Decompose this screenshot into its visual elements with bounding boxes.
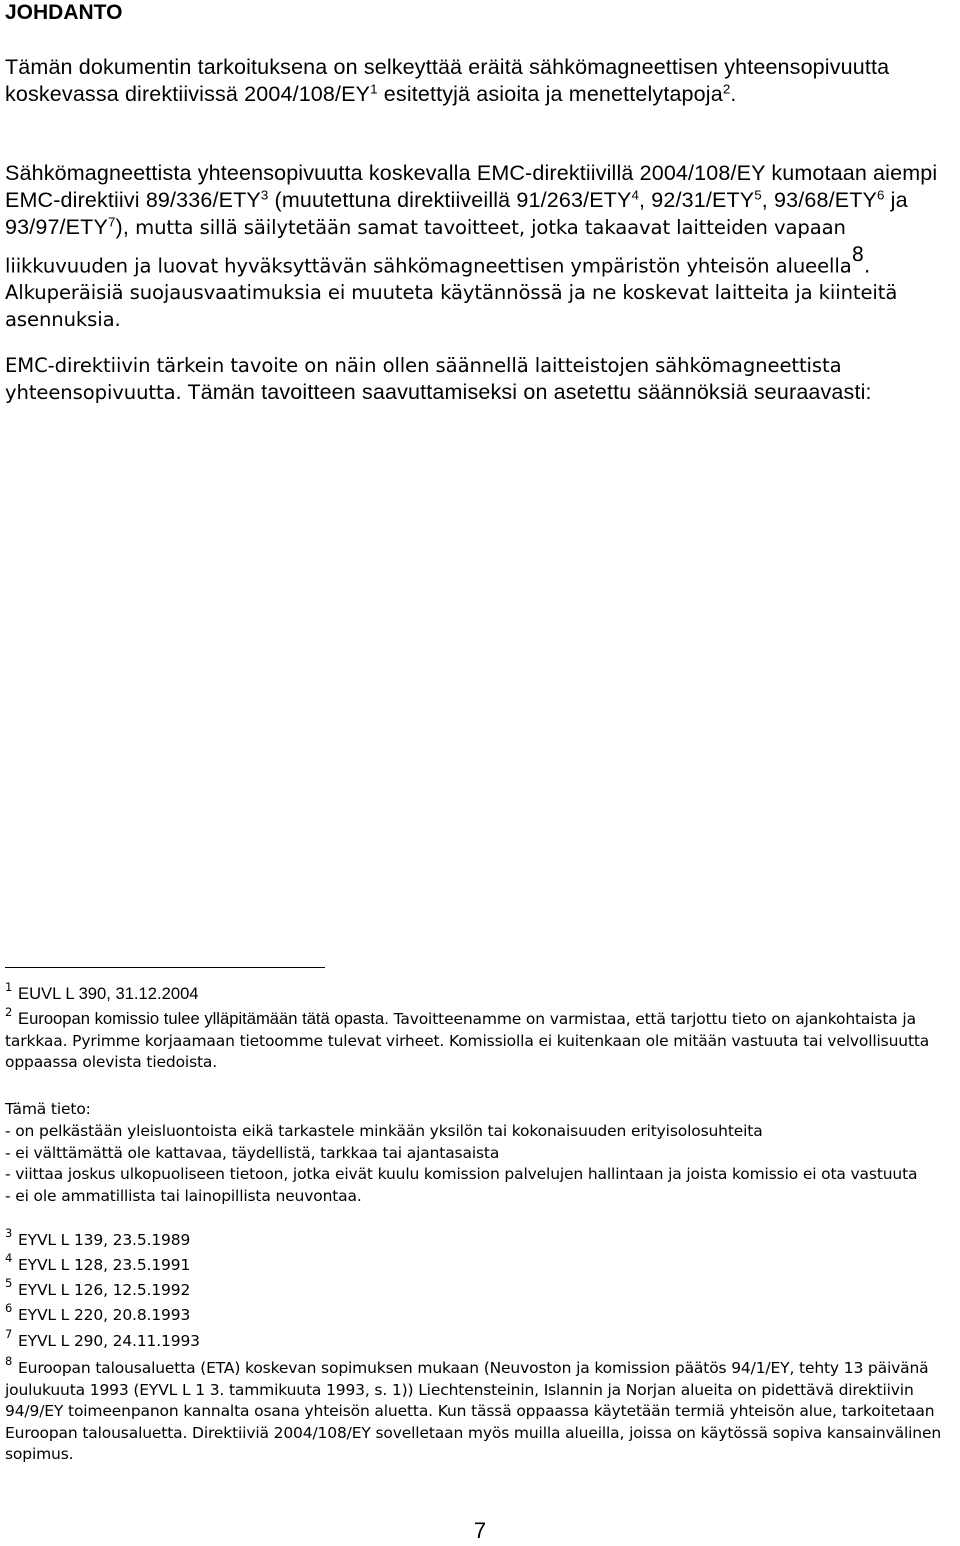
footnote-ref-6: 6 (876, 187, 885, 203)
page-number: 7 (473, 1518, 487, 1543)
footnote-6-text: EYVL L 220, 20.8.1993 (18, 1306, 191, 1324)
footnote-4-text: EYVL L 128, 23.5.1991 (18, 1256, 191, 1274)
intro-text-c: . (730, 82, 737, 106)
footnote-2-text-a: Euroopan komissio tulee ylläpitämään tätä opasta. (18, 1009, 389, 1028)
disclaimer-list (5, 1121, 955, 1207)
footnote-2-text-b: Tavoitteenamme on varmistaa, että tarjottu tieto on ajankohtaista ja tarkkaa. (5, 1010, 916, 1050)
intro-text-a: Tämän dokumentin tarkoituksena on selkeyttää eräitä sähkömagneettisen yhteensopivuutta koskevassa direktiivissä 2004/108/EY (5, 55, 890, 106)
footnote-4: 4 EYVL L 128, 23.5.1991 (5, 1250, 191, 1274)
footnote-7-text: EYVL L 290, 24.11.1993 (18, 1332, 200, 1350)
footnote-5: 5 EYVL L 126, 12.5.1992 (5, 1275, 191, 1299)
section-heading: JOHDANTO (5, 1, 123, 24)
intro-text-b: esitettyjä asioita ja menettelytapoja (377, 82, 723, 106)
emc-text-g: mutta sillä säilytetään samat tavoitteet, jotka takaavat laitteiden vapaan liikkuvuuden ja luovat hyväksyttävän sähkömagneettisen ympäristön yhteisön alueella (5, 216, 852, 278)
emc-text-h: . (864, 254, 871, 278)
footnote-2: 2 Euroopan komissio tulee ylläpitämään tätä opasta. Tavoitteenamme on varmistaa, että tarjottu tieto on ajankohtaista ja tarkkaa. Pyrimme korjaamaan tietoomme tulevat virheet. Komissiolla ei kuitenkaan ole mitään vastuuta tai velvollisuutta oppaassa olevista tiedoista. (5, 1004, 930, 1071)
emc-text-i: Alkuperäisiä suojausvaatimuksia ei muuteta käytännössä ja ne koskevat laitteita ja kiinteitä asennuksia. (5, 281, 898, 332)
footnote-ref-8: 8 (851, 243, 865, 266)
footnote-8: 8 Euroopan talousaluetta (ETA) koskevan sopimuksen mukaan (Neuvoston ja komission päätös 94/1/EY, tehty 13 päivänä joulukuuta 1993 (EYVL L 1 3. tammikuuta 1993, s. 1)) Liechtensteinin, Islannin ja Norjan alueita on pidettävä direktiivin 94/9/EY toimeenpanon kannalta osana yhteisön aluetta. Kun tässä oppaassa käytetään termiä yhteisön alue, tarkoitetaan Euroopan talousaluetta. Direktiiviä 2004/108/EY sovelletaan myös muilla alueilla, joissa on käytössä sopiva kansainvälinen sopimus. (5, 1353, 942, 1463)
disclaimer-item: - ei ole ammatillista tai lainopillista neuvontaa. (5, 1186, 362, 1205)
emc-text-e: ja 93/97/ETY (5, 188, 908, 239)
footnote-ref-5: 5 (754, 187, 762, 203)
footnote-ref-2: 2 (722, 81, 731, 97)
disclaimer-item: - viittaa joskus ulkopuoliseen tietoon, jotka eivät kuulu komission palvelujen hallintaan ja joista komissio ei ota vastuuta (5, 1165, 918, 1183)
intro-paragraph (5, 54, 955, 108)
footnote-ref-4: 4 (631, 187, 640, 203)
footnote-ref-7: 7 (107, 214, 116, 230)
footnote-1: 1 EUVL L 390, 31.12.2004 (5, 979, 199, 1003)
footnote-3-text: EYVL L 139, 23.5.1989 (18, 1231, 191, 1249)
emc-text-c: , 92/31/ETY (639, 188, 755, 212)
objective-paragraph (5, 352, 955, 406)
footnote-2-text-d: Komissiolla ei kuitenkaan ole mitään vastuuta tai velvollisuutta oppaassa olevista tiedoista. (5, 1031, 930, 1071)
footnote-ref-1: 1 (370, 81, 378, 97)
emc-text-a: Sähkömagneettista yhteensopivuutta koskevalla EMC-direktiivillä 2004/108/EY kumotaan aiempi EMC-direktiivi 89/336/ETY (5, 161, 938, 212)
emc-text-f: ), (115, 215, 129, 239)
footnote-ref-3: 3 (260, 187, 269, 203)
objective-text-a: EMC-direktiivin tärkein tavoite on näin ollen säännellä laitteistojen sähkömagneettista yhteensopivuutta. (5, 354, 842, 404)
emc-paragraph (5, 160, 955, 333)
footnote-1-text: EUVL L 390, 31.12.2004 (18, 984, 199, 1003)
objective-text-b: Tämän tavoitteen saavuttamiseksi on asetettu säännöksiä seuraavasti: (181, 380, 872, 404)
disclaimer-item: - ei välttämättä ole kattavaa, täydellistä, tarkkaa tai ajantasaista (5, 1143, 500, 1162)
footnote-separator (5, 967, 325, 968)
emc-text-b: (muutettuna direktiiveillä 91/263/ETY (268, 188, 632, 212)
footnote-2-text-c: Pyrimme korjaamaan tietoomme tulevat virheet. (67, 1031, 445, 1050)
footnote-5-text: EYVL L 126, 12.5.1992 (18, 1281, 191, 1299)
footnote-3: 3 EYVL L 139, 23.5.1989 (5, 1225, 191, 1249)
footnote-6: 6 EYVL L 220, 20.8.1993 (5, 1300, 191, 1324)
footnote-7: 7 EYVL L 290, 24.11.1993 (5, 1326, 200, 1350)
footnote-8-text: Euroopan talousaluetta (ETA) koskevan sopimuksen mukaan (Neuvoston ja komission päätös 94/1/EY, tehty 13 päivänä joulukuuta 1993 (EYVL L 1 3. tammikuuta 1993, s. 1)) Liechtensteinin, Islannin ja Norjan alueita on pidettävä direktiivin 94/9/EY toimeenpanon kannalta osana yhteisön aluetta. Kun tässä oppaassa käytetään termiä yhteisön alue, tarkoitetaan Euroopan talousaluetta. Direktiiviä 2004/108/EY sovelletaan myös muilla alueilla, joissa on käytössä sopiva kansainvälinen sopimus. (5, 1359, 942, 1463)
disclaimer-item: - on pelkästään yleisluontoista eikä tarkastele minkään yksilön tai kokonaisuuden erityisolosuhteita (5, 1122, 763, 1140)
disclaimer-title: Tämä tieto: (5, 1100, 91, 1118)
emc-text-d: , 93/68/ETY (761, 188, 877, 212)
